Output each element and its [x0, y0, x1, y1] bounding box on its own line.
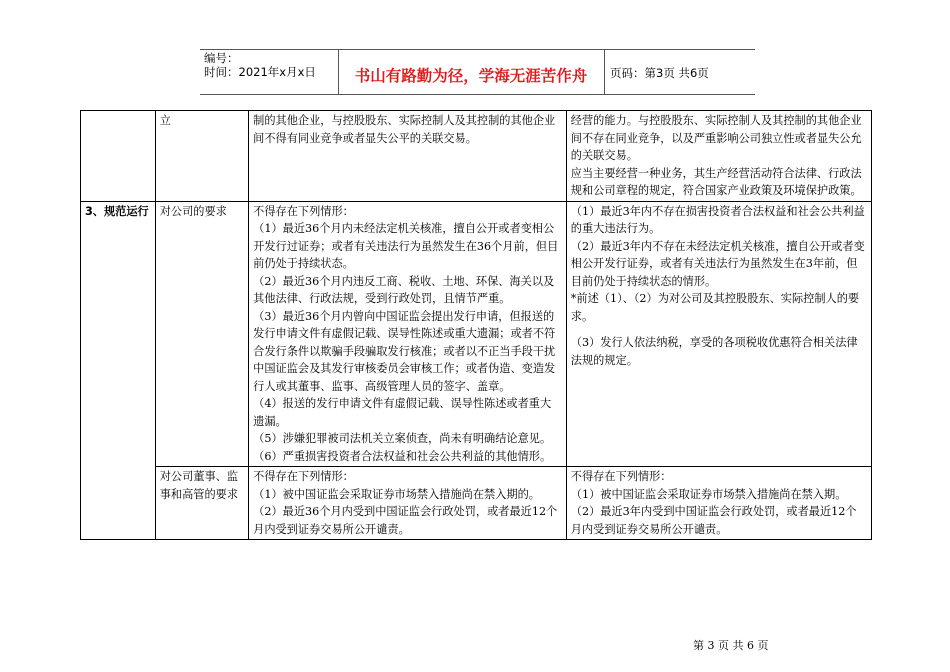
paragraph: 制的其他企业，与控股股东、实际控制人及其控制的其他企业间不得有同业竞争或者显失公平的关联交易。	[253, 114, 556, 145]
header-time-label: 时间：2021年x月x日	[204, 65, 316, 79]
header-divider-right	[604, 50, 605, 94]
left-requirement-cell	[249, 201, 567, 467]
left-requirement-cell	[249, 467, 567, 540]
page-footer: 第 3 页 共 6 页	[693, 639, 769, 652]
header-bottom-rule	[200, 94, 755, 95]
paragraph: （2）最近3年内不存在未经法定机关核准，擅自公开或者变相公开发行证券，或者有关违法行为虽然发生在3年前，但目前仍处于持续状态的情形。	[570, 239, 865, 288]
category-cell	[81, 111, 156, 202]
paragraph: 经营的能力。与控股股东、实际控制人及其控制的其他企业间不存在同业竞争，以及严重影响公司独立性或者显失公允的关联交易。	[570, 114, 862, 162]
paragraph: （3）发行人依法纳税，享受的各项税收优惠符合相关法律法规的规定。	[570, 336, 858, 367]
header-code-label: 编号：	[204, 51, 239, 65]
paragraph: （5）涉嫌犯罪被司法机关立案侦查，尚未有明确结论意见。	[253, 432, 552, 445]
paragraph: 不得存在下列情形：	[570, 470, 672, 483]
paragraph: 不得存在下列情形：	[253, 204, 354, 218]
subcategory-cell: 对公司的要求	[155, 201, 248, 467]
category-cell: 3、规范运行	[81, 201, 156, 540]
comparison-table	[80, 110, 872, 540]
table-row	[81, 467, 872, 540]
paragraph: （6）严重损害投资者合法权益和社会公共利益的其他情形。	[253, 449, 552, 463]
paragraph: （1）最近3年内不存在损害投资者合法权益和社会公共利益的重大违法行为。	[570, 204, 865, 235]
paragraph: （1）被中国证监会采取证券市场禁入措施尚在禁入期。	[570, 487, 847, 501]
left-requirement-cell	[249, 111, 567, 202]
paragraph: 不得存在下列情形：	[253, 470, 354, 483]
subcategory-cell: 对公司董事、监事和高管的要求	[155, 467, 248, 540]
subcategory-cell: 立	[155, 111, 248, 202]
header-top-rule	[200, 49, 755, 50]
paragraph: （2）最近3年内受到中国证监会行政处罚，或者最近12个月内受到证券交易所公开谴责。	[570, 505, 857, 536]
header-divider-left	[338, 50, 339, 94]
right-requirement-cell	[566, 111, 871, 202]
paragraph: 应当主要经营一种业务，其生产经营活动符合法律、行政法规和公司章程的规定，符合国家产业政策及环境保护政策。	[570, 166, 862, 197]
spacer	[571, 325, 867, 334]
paragraph: （3）最近36个月内曾向中国证监会提出发行申请，但报送的发行申请文件有虚假记载、误导性陈述或重大遗漏；或者不符合发行条件以欺骗手段骗取发行核准；或者以不正当手段干扰中国证监会及其发行审核委员会审核工作；或者伪造、变造发行人或其董事、监事、高级管理人员的签字、盖章。	[253, 309, 556, 393]
table-row	[81, 111, 872, 202]
paragraph: （2）最近36个月内违反工商、税收、土地、环保、海关以及其他法律、行政法规，受到行政处罚，且情节严重。	[253, 274, 555, 305]
header-motto: 书山有路勤为径，学海无涯苦作舟	[354, 67, 588, 85]
paragraph: *前述（1）、（2）为对公司及其控股股东、实际控制人的要求。	[570, 292, 860, 323]
paragraph: （4）报送的发行申请文件有虚假记载、误导性陈述或者重大遗漏。	[253, 397, 552, 428]
right-requirement-cell	[566, 201, 871, 467]
header-page-label: 页码：第3页 共6页	[610, 66, 709, 80]
paragraph: （1）最近36个月内未经法定机关核准，擅自公开或者变相公开发行过证券；或者有关违法行为虽然发生在36个月前，但目前仍处于持续状态。	[253, 222, 559, 270]
table-row	[81, 201, 872, 467]
paragraph: （1）被中国证监会采取证券市场禁入措施尚在禁入期的。	[253, 487, 540, 501]
right-requirement-cell	[566, 467, 871, 540]
paragraph: （2）最近36个月内受到中国证监会行政处罚，或者最近12个月内受到证券交易所公开谴责。	[253, 505, 558, 536]
